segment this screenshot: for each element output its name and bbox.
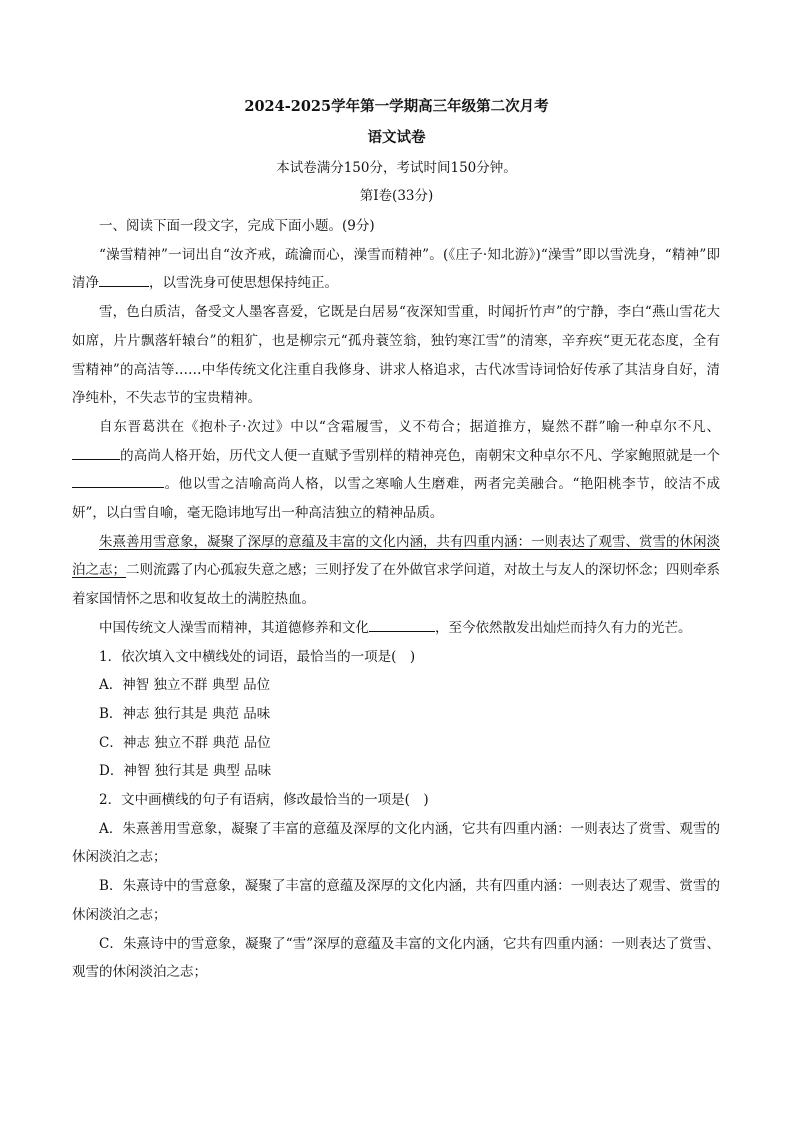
passage-text: “澡雪精神”一词出自“汝齐戒，疏瀹而心，澡雪而精神”。(《庄子·知北游》)“澡雪”即以雪洗身，“精神”即清净 bbox=[72, 246, 720, 292]
question-2-option-c: C．朱熹诗中的雪意象，凝聚了“雪”深厚的意蕴及丰富的文化内涵，它共有四重内涵：一则表达了赏雪、观雪的休闲淡泊之志； bbox=[72, 935, 720, 981]
question-2-option-b: B．朱熹诗中的雪意象，凝聚了丰富的意蕴及深厚的文化内涵，共有四重内涵：一则表达了观雪、赏雪的休闲淡泊之志； bbox=[72, 878, 720, 923]
passage-text: 二则流露了内心孤寂失意之感；三则抒发了在外做官求学问道，对故土与友人的深切怀念；四则牵系着家国情怀之思和收复故土的满腔热血。 bbox=[72, 562, 720, 608]
exam-body bbox=[72, 212, 720, 987]
passage-text: 。他以雪之洁喻高尚人格，以雪之寒喻人生磨难，两者完美融合。“艳阳桃李节，皎洁不成妍”，以白雪自喻，毫无隐讳地写出一种高洁独立的精神品质。 bbox=[72, 476, 720, 522]
passage-text: 自东晋葛洪在《抱朴子·次过》中以“含霜履雪，义不苟合；据道推方，嶷然不群”喻一种卓尔不凡、 bbox=[99, 418, 720, 435]
question-1-option-a: A．神智 独立不群 典型 品位 bbox=[99, 677, 271, 694]
passage-paragraph-3 bbox=[72, 413, 720, 528]
passage-paragraph-2: 雪，色白质洁，备受文人墨客喜爱，它既是白居易“夜深知雪重，时闻折竹声”的宁静，李白“燕山雪花大如席，片片飘落轩辕台”的粗犷，也是柳宗元“孤舟蓑笠翁，独钓寒江雪”的清寒，辛弃疾“更无花态度，全有雪精神”的高洁等……中华传统文化注重自我修身、讲求人格追求，古代冰雪诗词恰好传承了其洁身自好，清净纯朴，不失志节的宝贵精神。 bbox=[72, 304, 720, 407]
question-1-option-b: B．神志 独行其是 典范 品味 bbox=[99, 705, 271, 722]
passage-paragraph-1 bbox=[72, 241, 720, 298]
question-1-stem: 1．依次填入文中横线处的词语，最恰当的一项是( ) bbox=[99, 648, 416, 665]
fill-blank-1 bbox=[99, 272, 149, 287]
passage-paragraph-4 bbox=[72, 528, 720, 614]
fill-blank-2 bbox=[72, 445, 120, 460]
part-heading: 第Ⅰ卷(33分) bbox=[359, 188, 434, 204]
passage-text: ，以雪洗身可使思想保持纯正。 bbox=[149, 275, 338, 292]
fill-blank-4 bbox=[369, 617, 435, 632]
question-2-stem: 2．文中画横线的句子有语病，修改最恰当的一项是( ) bbox=[99, 792, 429, 809]
question-1-option-c: C．神志 独立不群 典范 品位 bbox=[99, 734, 271, 751]
question-2-option-a: A．朱熹善用雪意象，凝聚了丰富的意蕴及深厚的文化内涵，它共有四重内涵：一则表达了赏雪、观雪的休闲淡泊之志； bbox=[72, 820, 720, 866]
fill-blank-3 bbox=[72, 473, 164, 488]
section-heading: 一、阅读下面一段文字，完成下面小题。(9分) bbox=[99, 218, 375, 234]
exam-info: 本试卷满分150分，考试时间150分钟。 bbox=[276, 160, 517, 176]
underlined-sentence: 朱熹善用雪意象，凝聚了深厚的意蕴及丰富的文化内涵，共有四重内涵：一则表达了观雪、赏雪的休闲淡泊之志； bbox=[72, 533, 720, 579]
exam-subject: 语文试卷 bbox=[367, 129, 426, 146]
passage-text: 中国传统文人澡雪而精神，其道德修养和文化 bbox=[99, 619, 369, 636]
passage-paragraph-5 bbox=[72, 614, 720, 643]
question-1-option-d: D．神智 独行其是 典型 品味 bbox=[99, 763, 272, 780]
passage-text: 的高尚人格开始，历代文人便一直赋予雪别样的精神亮色，南朝宋文种卓尔不凡、学家鲍照就是一个 bbox=[120, 447, 720, 464]
exam-title: 2024-2025学年第一学期高三年级第二次月考 bbox=[244, 98, 549, 115]
passage-text: ，至今依然散发出灿烂而持久有力的光芒。 bbox=[435, 619, 692, 636]
